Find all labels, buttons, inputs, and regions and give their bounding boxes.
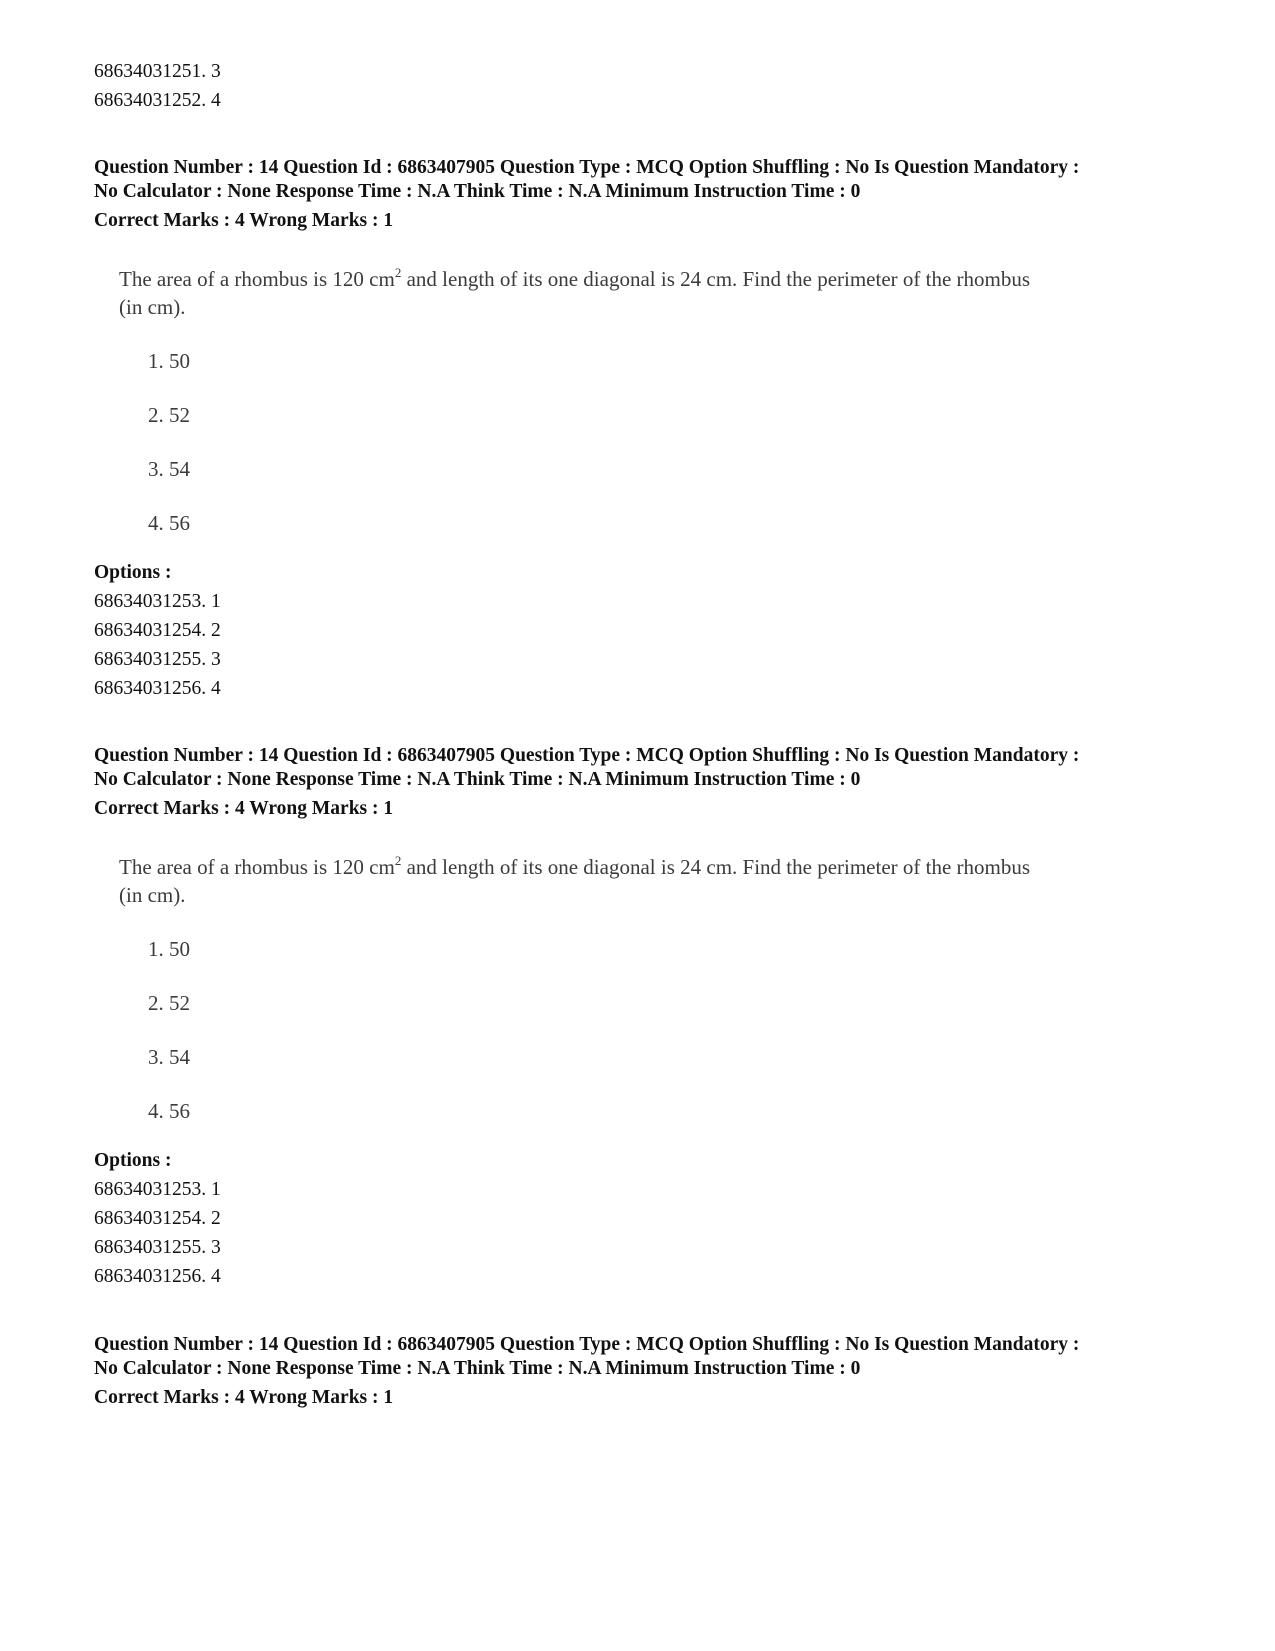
answer-choice: 4. 56 (148, 1099, 190, 1123)
answer-choice: 3. 54 (148, 1045, 190, 1069)
answer-choice: 3. 54 (148, 457, 190, 481)
question-text: (in cm). (119, 295, 186, 319)
option-line: 68634031256. 4 (94, 678, 221, 699)
answer-choice: 4. 56 (148, 511, 190, 535)
option-line: 68634031255. 3 (94, 649, 221, 670)
question-header: Question Number : 14 Question Id : 6863407905 Question Type : MCQ Option Shuffling : No Is Question Mandatory : (94, 157, 1080, 178)
option-line: 68634031251. 3 (94, 61, 221, 82)
options-label: Options : (94, 562, 172, 583)
question-header: No Calculator : None Response Time : N.A Think Time : N.A Minimum Instruction Time : 0 (94, 181, 861, 202)
answer-choice: 2. 52 (148, 991, 190, 1015)
marks-line: Correct Marks : 4 Wrong Marks : 1 (94, 798, 394, 819)
option-line: 68634031253. 1 (94, 1179, 221, 1200)
question-header: Question Number : 14 Question Id : 6863407905 Question Type : MCQ Option Shuffling : No Is Question Mandatory : (94, 1334, 1080, 1355)
option-line: 68634031253. 1 (94, 591, 221, 612)
option-line: 68634031252. 4 (94, 90, 221, 111)
answer-choice: 1. 50 (148, 937, 190, 961)
question-text: (in cm). (119, 883, 186, 907)
question-header: No Calculator : None Response Time : N.A Think Time : N.A Minimum Instruction Time : 0 (94, 1358, 861, 1379)
question-text: The area of a rhombus is 120 $cm^2$ and length of its one diagonal is 24 cm. Find the perimeter of the rhombus (119, 265, 1031, 291)
option-line: 68634031254. 2 (94, 1208, 221, 1229)
option-line: 68634031256. 4 (94, 1266, 221, 1287)
answer-choice: 2. 52 (148, 403, 190, 427)
marks-line: Correct Marks : 4 Wrong Marks : 1 (94, 1387, 394, 1408)
marks-line: Correct Marks : 4 Wrong Marks : 1 (94, 210, 394, 231)
option-line: 68634031254. 2 (94, 620, 221, 641)
question-header: Question Number : 14 Question Id : 6863407905 Question Type : MCQ Option Shuffling : No Is Question Mandatory : (94, 745, 1080, 766)
question-header: No Calculator : None Response Time : N.A Think Time : N.A Minimum Instruction Time : 0 (94, 769, 861, 790)
options-label: Options : (94, 1150, 172, 1171)
answer-choice: 1. 50 (148, 349, 190, 373)
question-text: The area of a rhombus is 120 $cm^2$ and length of its one diagonal is 24 cm. Find the perimeter of the rhombus (119, 853, 1031, 879)
option-line: 68634031255. 3 (94, 1237, 221, 1258)
